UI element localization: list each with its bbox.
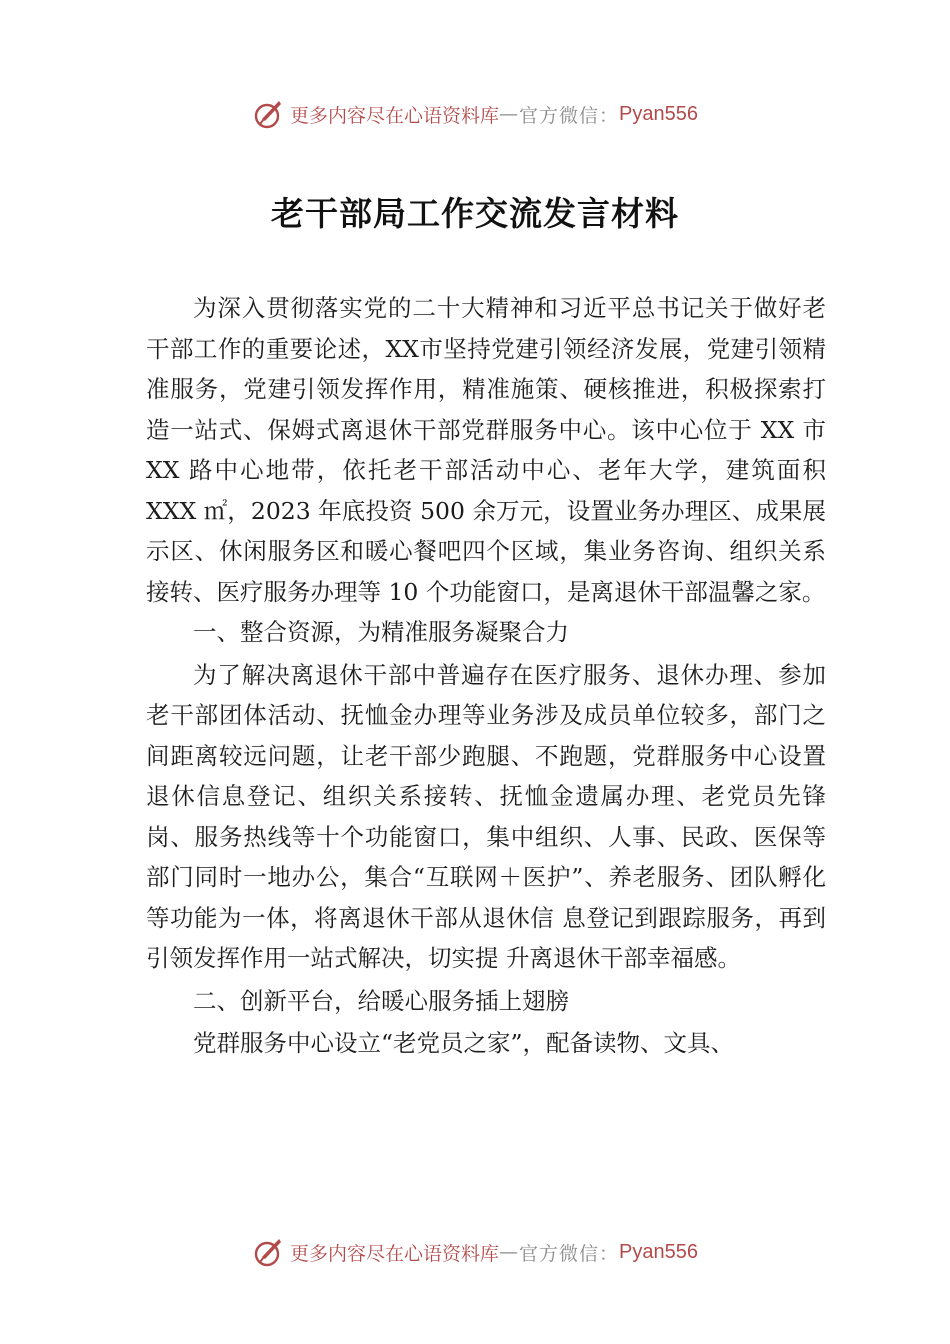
quill-logo-icon (252, 97, 286, 131)
watermark-footer (0, 1232, 950, 1272)
watermark-wechat-id: Pyan556 (619, 102, 698, 125)
section-1-paragraph: 为了解决离退休干部中普遍存在医疗服务、退休办理、参加老干部团体活动、抚恤金办理等业务涉及成员单位较多，部门之间距离较远问题，让老干部少跑腿、不跑题，党群服务中心设置退休信息登记、组织关系接转、抚恤金遗属办理、老党员先锋岗、服务热线等十个功能窗口，集中组织、人事、民政、医保等部门同时一地办公，集合“互联网＋医护”、养老服务、团队孵化等功能为一体，将离退休干部从退休信 息登记到跟踪服务，再到引领发挥作用一站式解决，切实提 升离退休干部幸福感。 (146, 660, 826, 972)
intro-paragraph: 为深入贯彻落实党的二十大精神和习近平总书记关于做好老干部工作的重要论述，XX市坚持党建引领经济发展，党建引领精准服务，党建引领发挥作用，精准施策、硬核推进，积极探索打造一站式、保姆式离退休干部党群服务中心。该中心位于 XX 市 XX 路中心地带，依托老干部活动中心、老年大学，建筑面积 XXX ㎡，2023 年底投资 500 余万元，设置业务办理区、成果展示区、休闲服务区和暖心餐吧四个区域，集业务咨询、组织关系接转、医疗服务办理等 10 个功能窗口，是离退休干部温馨之家。 (146, 294, 826, 606)
section-2-paragraph: 党群服务中心设立“老党员之家”，配备读物、文具、 (193, 1029, 735, 1057)
watermark-header (0, 94, 950, 134)
watermark-site-name: 更多内容尽在心语资料库 (290, 1242, 500, 1265)
watermark-dash: — (499, 103, 520, 125)
section-heading-1: 一、整合资源，为精准服务凝聚合力 (193, 618, 569, 646)
document-body (146, 288, 826, 1064)
section-heading-2: 二、创新平台，给暖心服务插上翅膀 (193, 986, 569, 1015)
watermark-site-name: 更多内容尽在心语资料库 (290, 104, 500, 127)
quill-logo-icon (252, 1235, 286, 1269)
watermark-dash: — (499, 1241, 520, 1263)
document-title: 老干部局工作交流发言材料 (271, 194, 679, 233)
watermark-official-label: 官方微信： (519, 1242, 620, 1265)
watermark-official-label: 官方微信： (519, 104, 620, 127)
watermark-wechat-id: Pyan556 (619, 1240, 698, 1263)
